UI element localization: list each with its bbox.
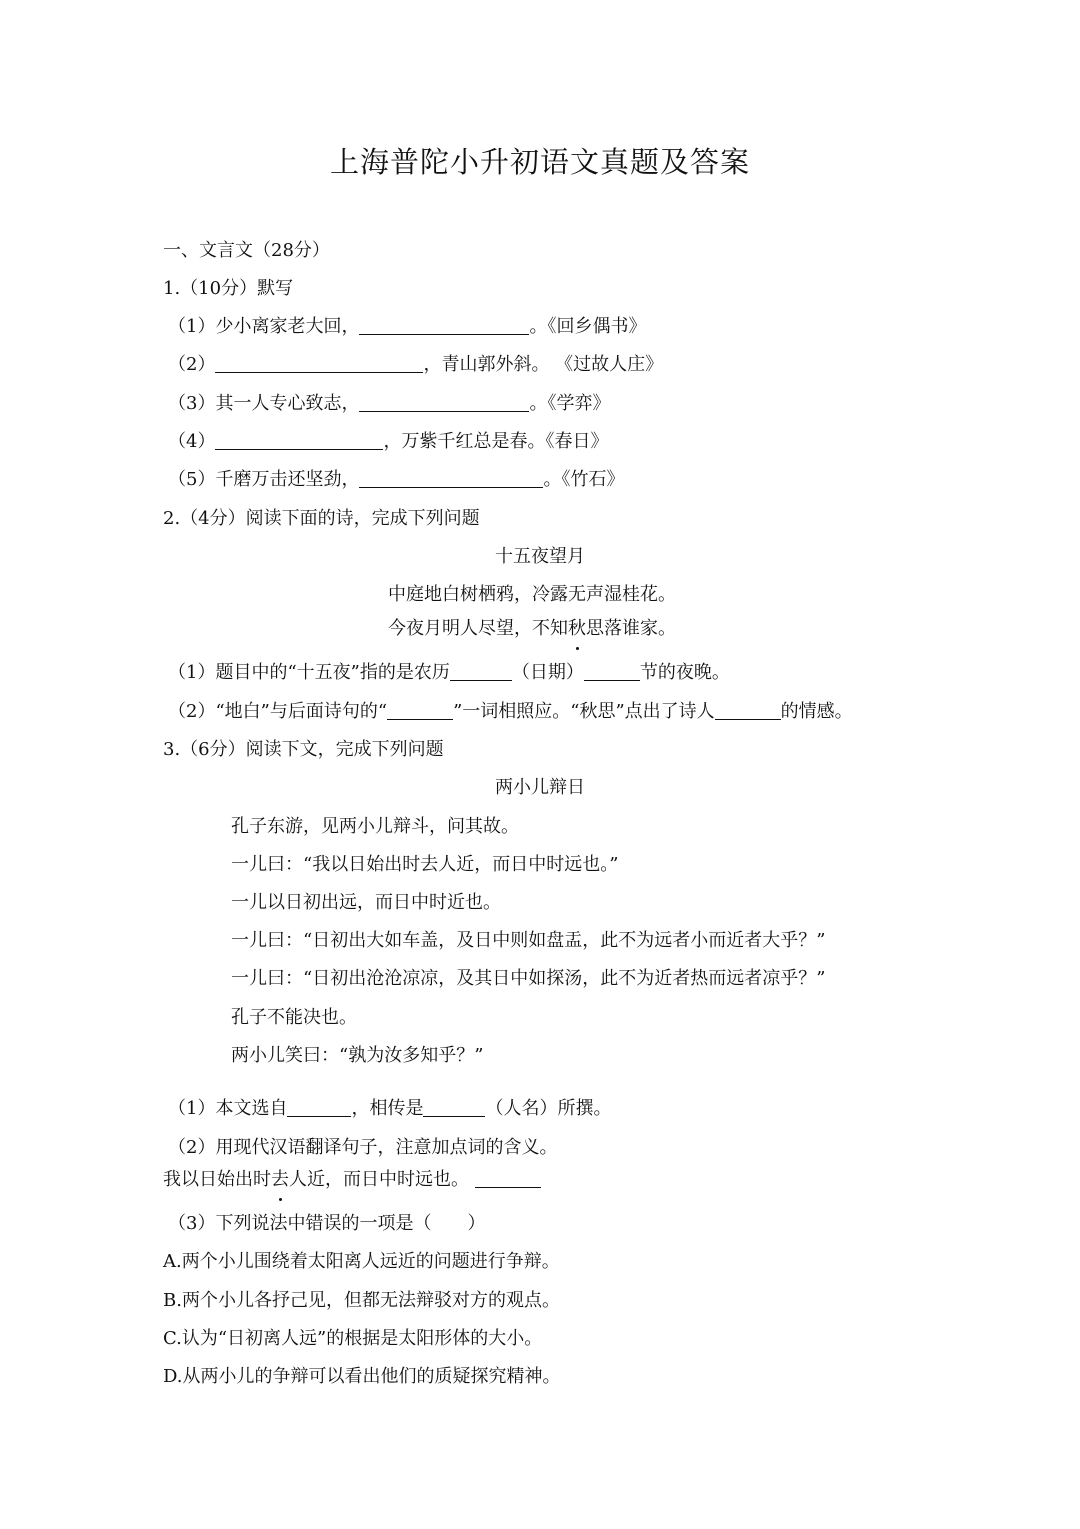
q1-item-3 — [168, 391, 610, 417]
passage-paragraph: 一儿曰：“日初出沧沧凉凉，及其日中如探汤，此不为近者热而远者凉乎？” — [231, 968, 826, 989]
answer-blank[interactable] — [584, 662, 640, 681]
answer-blank[interactable] — [450, 662, 512, 681]
answer-blank[interactable] — [387, 701, 453, 720]
poem-line: 中庭地白树栖鸦，冷露无声湿桂花。 — [388, 584, 676, 605]
q1-item-1 — [168, 314, 646, 340]
q1-item-4 — [168, 429, 608, 455]
passage-paragraph: 一儿以日初出远，而日中时近也。 — [231, 892, 501, 913]
answer-blank[interactable] — [215, 354, 423, 373]
item-source: 。《回乡偶书》 — [529, 316, 647, 337]
answer-blank[interactable] — [475, 1169, 541, 1188]
q3-sub-1: （1）本文选自 ，相传是 （人名）所撰。 — [168, 1098, 612, 1119]
item-source: ，万紫千红总是春。《春日》 — [383, 431, 609, 452]
question-2-header: 2.（4分）阅读下面的诗，完成下列问题 — [163, 508, 480, 529]
item-source: 。《竹石》 — [543, 469, 625, 490]
q3-sub-3: （3）下列说法中错误的一项是（ ） — [168, 1213, 486, 1234]
emphasis-dot-char: 秋 — [568, 616, 586, 642]
item-source: ，青山郭外斜。 《过故人庄》 — [423, 354, 664, 375]
item-number: （1） — [168, 316, 216, 337]
passage-paragraph: 孔子不能决也。 — [231, 1007, 357, 1028]
item-text: 少小离家老大回， — [215, 316, 360, 337]
option-b: B.两个小儿各抒己见，但都无法辩驳对方的观点。 — [163, 1290, 560, 1311]
item-text: 千磨万击还坚劲， — [215, 469, 360, 490]
emphasis-dot-char: 去 — [271, 1167, 289, 1193]
answer-blank[interactable] — [359, 469, 543, 488]
text-title: 两小儿辩日 — [495, 777, 585, 798]
q1-item-5 — [168, 467, 624, 493]
answer-blank[interactable] — [359, 393, 529, 412]
translation-sentence: 我以日始出时去人近，而日中时远也。 — [163, 1167, 541, 1193]
poem-line: 今夜月明人尽望，不知秋思落谁家。 — [388, 616, 676, 642]
item-source: 。《学弈》 — [529, 393, 611, 414]
section-heading: 一、文言文（28分） — [163, 240, 330, 261]
passage-paragraph: 孔子东游，见两小儿辩斗，问其故。 — [231, 816, 519, 837]
passage-paragraph: 两小儿笑曰：“孰为汝多知乎？” — [231, 1045, 484, 1066]
page-title: 上海普陀小升初语文真题及答案 — [329, 145, 750, 179]
question-1-header: 1.（10分）默写 — [163, 278, 294, 299]
item-number: （3） — [168, 393, 216, 414]
option-a: A.两个小儿围绕着太阳离人远近的问题进行争辩。 — [163, 1251, 560, 1272]
answer-blank[interactable] — [423, 1098, 485, 1117]
item-text: 其一人专心致志， — [215, 393, 360, 414]
answer-blank[interactable] — [715, 701, 781, 720]
item-number: （5） — [168, 469, 216, 490]
poem-title: 十五夜望月 — [495, 546, 585, 567]
item-number: （2） — [168, 354, 216, 375]
answer-blank[interactable] — [359, 316, 529, 335]
answer-blank[interactable] — [215, 431, 383, 450]
q3-sub-2: （2）用现代汉语翻译句子，注意加点词的含义。 — [168, 1137, 558, 1158]
option-d: D.从两小儿的争辩可以看出他们的质疑探究精神。 — [163, 1366, 561, 1387]
answer-blank[interactable] — [287, 1098, 351, 1117]
passage-paragraph: 一儿曰：“日初出大如车盖，及日中则如盘盂，此不为远者小而近者大乎？” — [231, 930, 826, 951]
passage-paragraph: 一儿曰：“我以日始出时去人近，而日中时远也。” — [231, 854, 619, 875]
item-number: （4） — [168, 431, 216, 452]
q1-item-2 — [168, 352, 663, 378]
option-c: C.认为“日初离人远”的根据是太阳形体的大小。 — [163, 1328, 543, 1349]
q2-sub-1: （1）题目中的“十五夜”指的是农历 （日期） 节的夜晚。 — [168, 662, 730, 683]
q2-sub-2: （2）“地白”与后面诗句的“ ”一词相照应。“秋思”点出了诗人 的情感。 — [168, 701, 853, 722]
question-3-header: 3.（6分）阅读下文，完成下列问题 — [163, 739, 444, 760]
